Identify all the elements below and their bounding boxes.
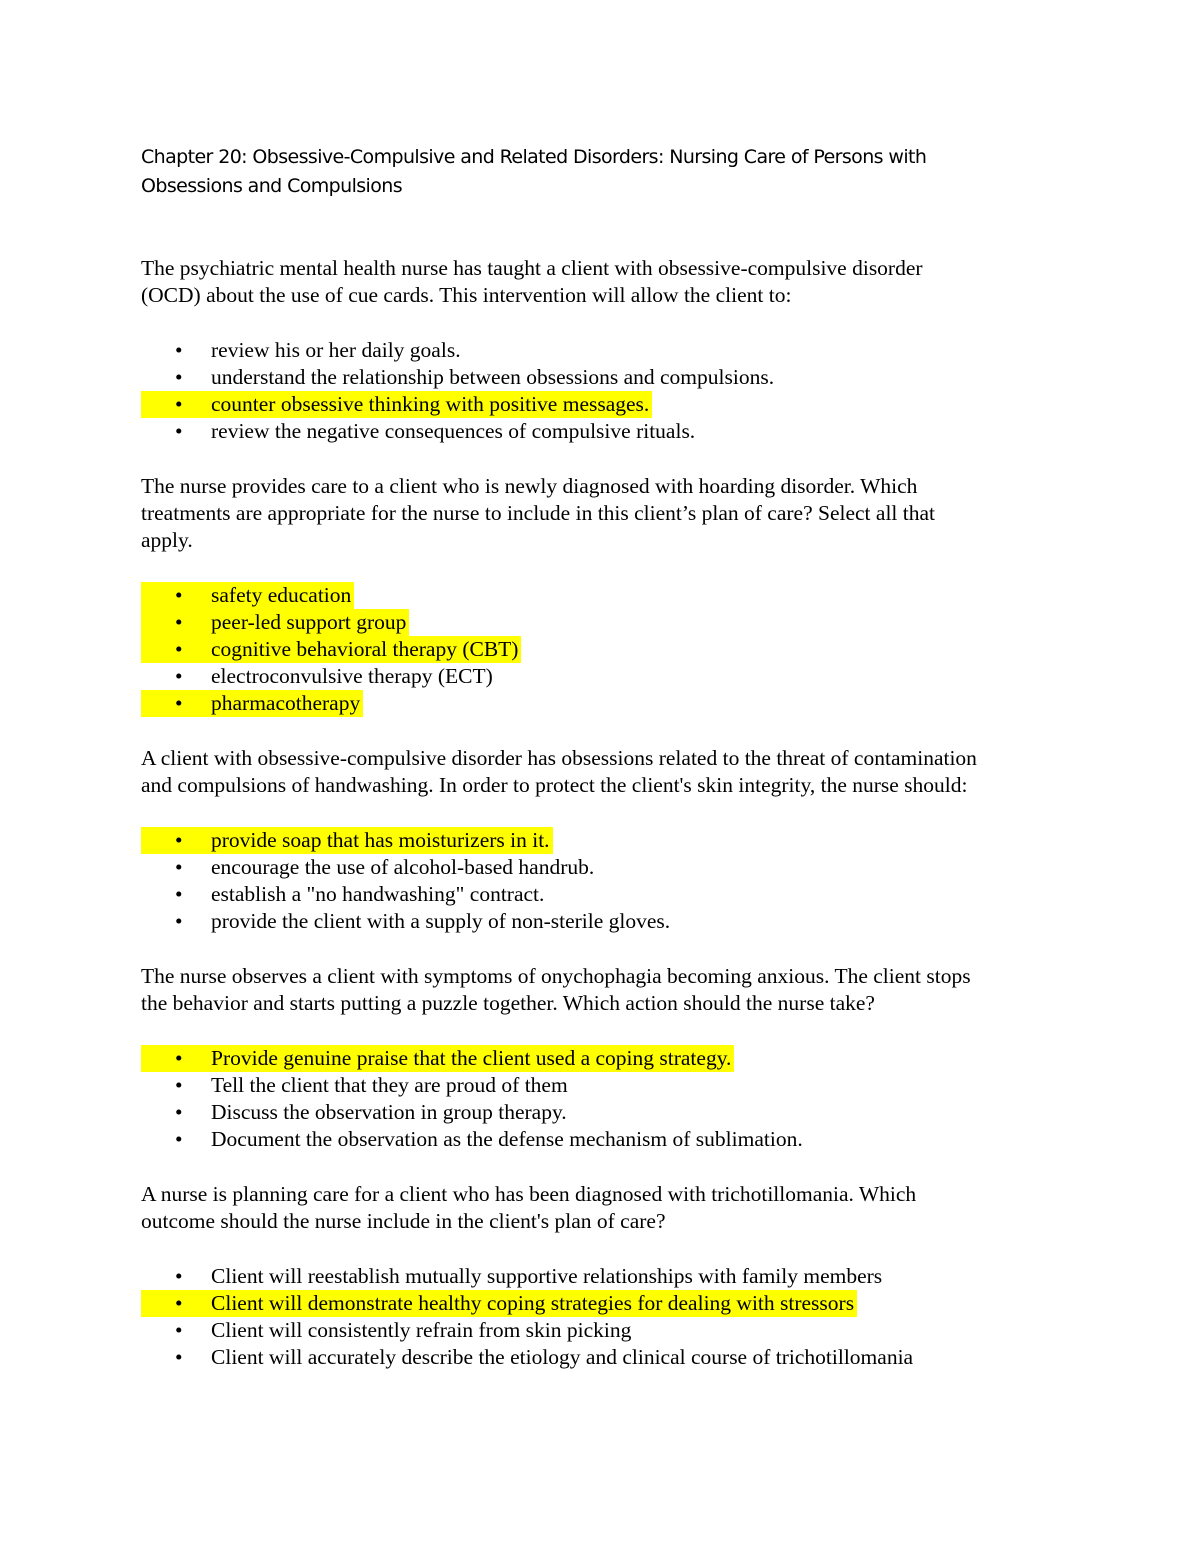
answer-option <box>141 418 1081 445</box>
bullet-icon: • <box>175 882 183 906</box>
question-block <box>141 473 1081 717</box>
option-body <box>141 364 777 391</box>
option-body <box>141 663 496 690</box>
answer-option-correct <box>141 609 1081 636</box>
option-text: peer-led support group <box>211 610 407 634</box>
option-body <box>141 337 464 364</box>
question-stem-line: The nurse observes a client with symptoms of onychophagia becoming anxious. The client stops <box>141 964 971 988</box>
question-stem-line: (OCD) about the use of cue cards. This intervention will allow the client to: <box>141 283 792 307</box>
bullet-icon: • <box>175 691 183 715</box>
option-text: safety education <box>211 583 352 607</box>
option-body <box>141 1344 916 1371</box>
answer-options <box>141 1263 1081 1371</box>
answer-option <box>141 1072 1081 1099</box>
option-body <box>141 418 698 445</box>
option-text: cognitive behavioral therapy (CBT) <box>211 637 519 661</box>
answer-option <box>141 364 1081 391</box>
option-body <box>141 1126 806 1153</box>
option-body <box>141 908 673 935</box>
option-text: Client will consistently refrain from skin picking <box>211 1318 632 1342</box>
highlight <box>141 582 354 609</box>
bullet-icon: • <box>175 610 183 634</box>
highlight <box>141 609 409 636</box>
answer-option <box>141 337 1081 364</box>
option-text: Provide genuine praise that the client used a coping strategy. <box>211 1046 732 1070</box>
answer-option <box>141 854 1081 881</box>
answer-option <box>141 1317 1081 1344</box>
bullet-icon: • <box>175 365 183 389</box>
option-body <box>141 1072 571 1099</box>
bullet-icon: • <box>175 338 183 362</box>
bullet-icon: • <box>175 1264 183 1288</box>
highlight <box>141 690 363 717</box>
option-text: understand the relationship between obsessions and compulsions. <box>211 365 775 389</box>
question-stem-line: apply. <box>141 528 193 552</box>
bullet-icon: • <box>175 1100 183 1124</box>
option-text: Client will reestablish mutually supportive relationships with family members <box>211 1264 883 1288</box>
answer-option-correct <box>141 827 1081 854</box>
question-stem-line: the behavior and starts putting a puzzle together. Which action should the nurse take? <box>141 991 875 1015</box>
bullet-icon: • <box>175 1291 183 1315</box>
bullet-icon: • <box>175 419 183 443</box>
chapter-title <box>141 143 1081 201</box>
bullet-icon: • <box>175 1318 183 1342</box>
question-stem <box>141 255 1081 309</box>
question-block <box>141 1181 1081 1371</box>
question-list <box>141 255 1081 1371</box>
answer-option-correct <box>141 582 1081 609</box>
question-stem <box>141 473 1081 554</box>
highlight <box>141 1045 734 1072</box>
question-stem-line: A nurse is planning care for a client who has been diagnosed with trichotillomania. Which <box>141 1182 917 1206</box>
answer-options <box>141 827 1081 935</box>
option-body <box>141 1263 885 1290</box>
question-stem-line: and compulsions of handwashing. In order to protect the client's skin integrity, the nurse should: <box>141 773 968 797</box>
question-stem-line: A client with obsessive-compulsive disorder has obsessions related to the threat of contamination <box>141 746 977 770</box>
question-stem <box>141 1181 1081 1235</box>
option-text: Document the observation as the defense mechanism of sublimation. <box>211 1127 803 1151</box>
highlight <box>141 827 553 854</box>
answer-option <box>141 1344 1081 1371</box>
answer-option <box>141 1126 1081 1153</box>
bullet-icon: • <box>175 1127 183 1151</box>
option-text: encourage the use of alcohol-based handrub. <box>211 855 595 879</box>
option-text: counter obsessive thinking with positive messages. <box>211 392 650 416</box>
bullet-icon: • <box>175 909 183 933</box>
option-text: review his or her daily goals. <box>211 338 461 362</box>
option-text: Discuss the observation in group therapy. <box>211 1100 567 1124</box>
question-stem <box>141 963 1081 1017</box>
option-text: Client will accurately describe the etiology and clinical course of trichotillomania <box>211 1345 914 1369</box>
option-text: pharmacotherapy <box>211 691 361 715</box>
answer-option-correct <box>141 690 1081 717</box>
question-block <box>141 745 1081 935</box>
bullet-icon: • <box>175 855 183 879</box>
question-stem <box>141 745 1081 799</box>
bullet-icon: • <box>175 1345 183 1369</box>
bullet-icon: • <box>175 392 183 416</box>
answer-options <box>141 582 1081 717</box>
bullet-icon: • <box>175 828 183 852</box>
bullet-icon: • <box>175 583 183 607</box>
chapter-title-line: Chapter 20: Obsessive-Compulsive and Related Disorders: Nursing Care of Persons with <box>141 146 927 168</box>
option-text: provide the client with a supply of non-sterile gloves. <box>211 909 671 933</box>
question-block <box>141 255 1081 445</box>
document-page <box>141 143 1081 1399</box>
bullet-icon: • <box>175 664 183 688</box>
question-stem-line: The nurse provides care to a client who is newly diagnosed with hoarding disorder. Which <box>141 474 918 498</box>
chapter-title-line: Obsessions and Compulsions <box>141 175 402 197</box>
option-text: establish a "no handwashing" contract. <box>211 882 545 906</box>
option-body <box>141 854 597 881</box>
question-stem-line: The psychiatric mental health nurse has taught a client with obsessive-compulsive disorder <box>141 256 923 280</box>
question-stem-line: outcome should the nurse include in the client's plan of care? <box>141 1209 666 1233</box>
question-block <box>141 963 1081 1153</box>
question-stem-line: treatments are appropriate for the nurse to include in this client’s plan of care? Select all that <box>141 501 935 525</box>
answer-options <box>141 1045 1081 1153</box>
answer-option-correct <box>141 391 1081 418</box>
option-text: electroconvulsive therapy (ECT) <box>211 664 493 688</box>
answer-option <box>141 881 1081 908</box>
answer-options <box>141 337 1081 445</box>
answer-option <box>141 908 1081 935</box>
highlight <box>141 391 652 418</box>
option-text: Tell the client that they are proud of them <box>211 1073 568 1097</box>
option-body <box>141 881 547 908</box>
answer-option-correct <box>141 1290 1081 1317</box>
bullet-icon: • <box>175 637 183 661</box>
highlight <box>141 1290 857 1317</box>
option-text: provide soap that has moisturizers in it. <box>211 828 550 852</box>
answer-option-correct <box>141 1045 1081 1072</box>
answer-option <box>141 1263 1081 1290</box>
highlight <box>141 636 521 663</box>
option-text: Client will demonstrate healthy coping strategies for dealing with stressors <box>211 1291 855 1315</box>
option-body <box>141 1099 570 1126</box>
answer-option <box>141 663 1081 690</box>
option-body <box>141 1317 634 1344</box>
answer-option-correct <box>141 636 1081 663</box>
bullet-icon: • <box>175 1073 183 1097</box>
option-text: review the negative consequences of compulsive rituals. <box>211 419 696 443</box>
bullet-icon: • <box>175 1046 183 1070</box>
answer-option <box>141 1099 1081 1126</box>
